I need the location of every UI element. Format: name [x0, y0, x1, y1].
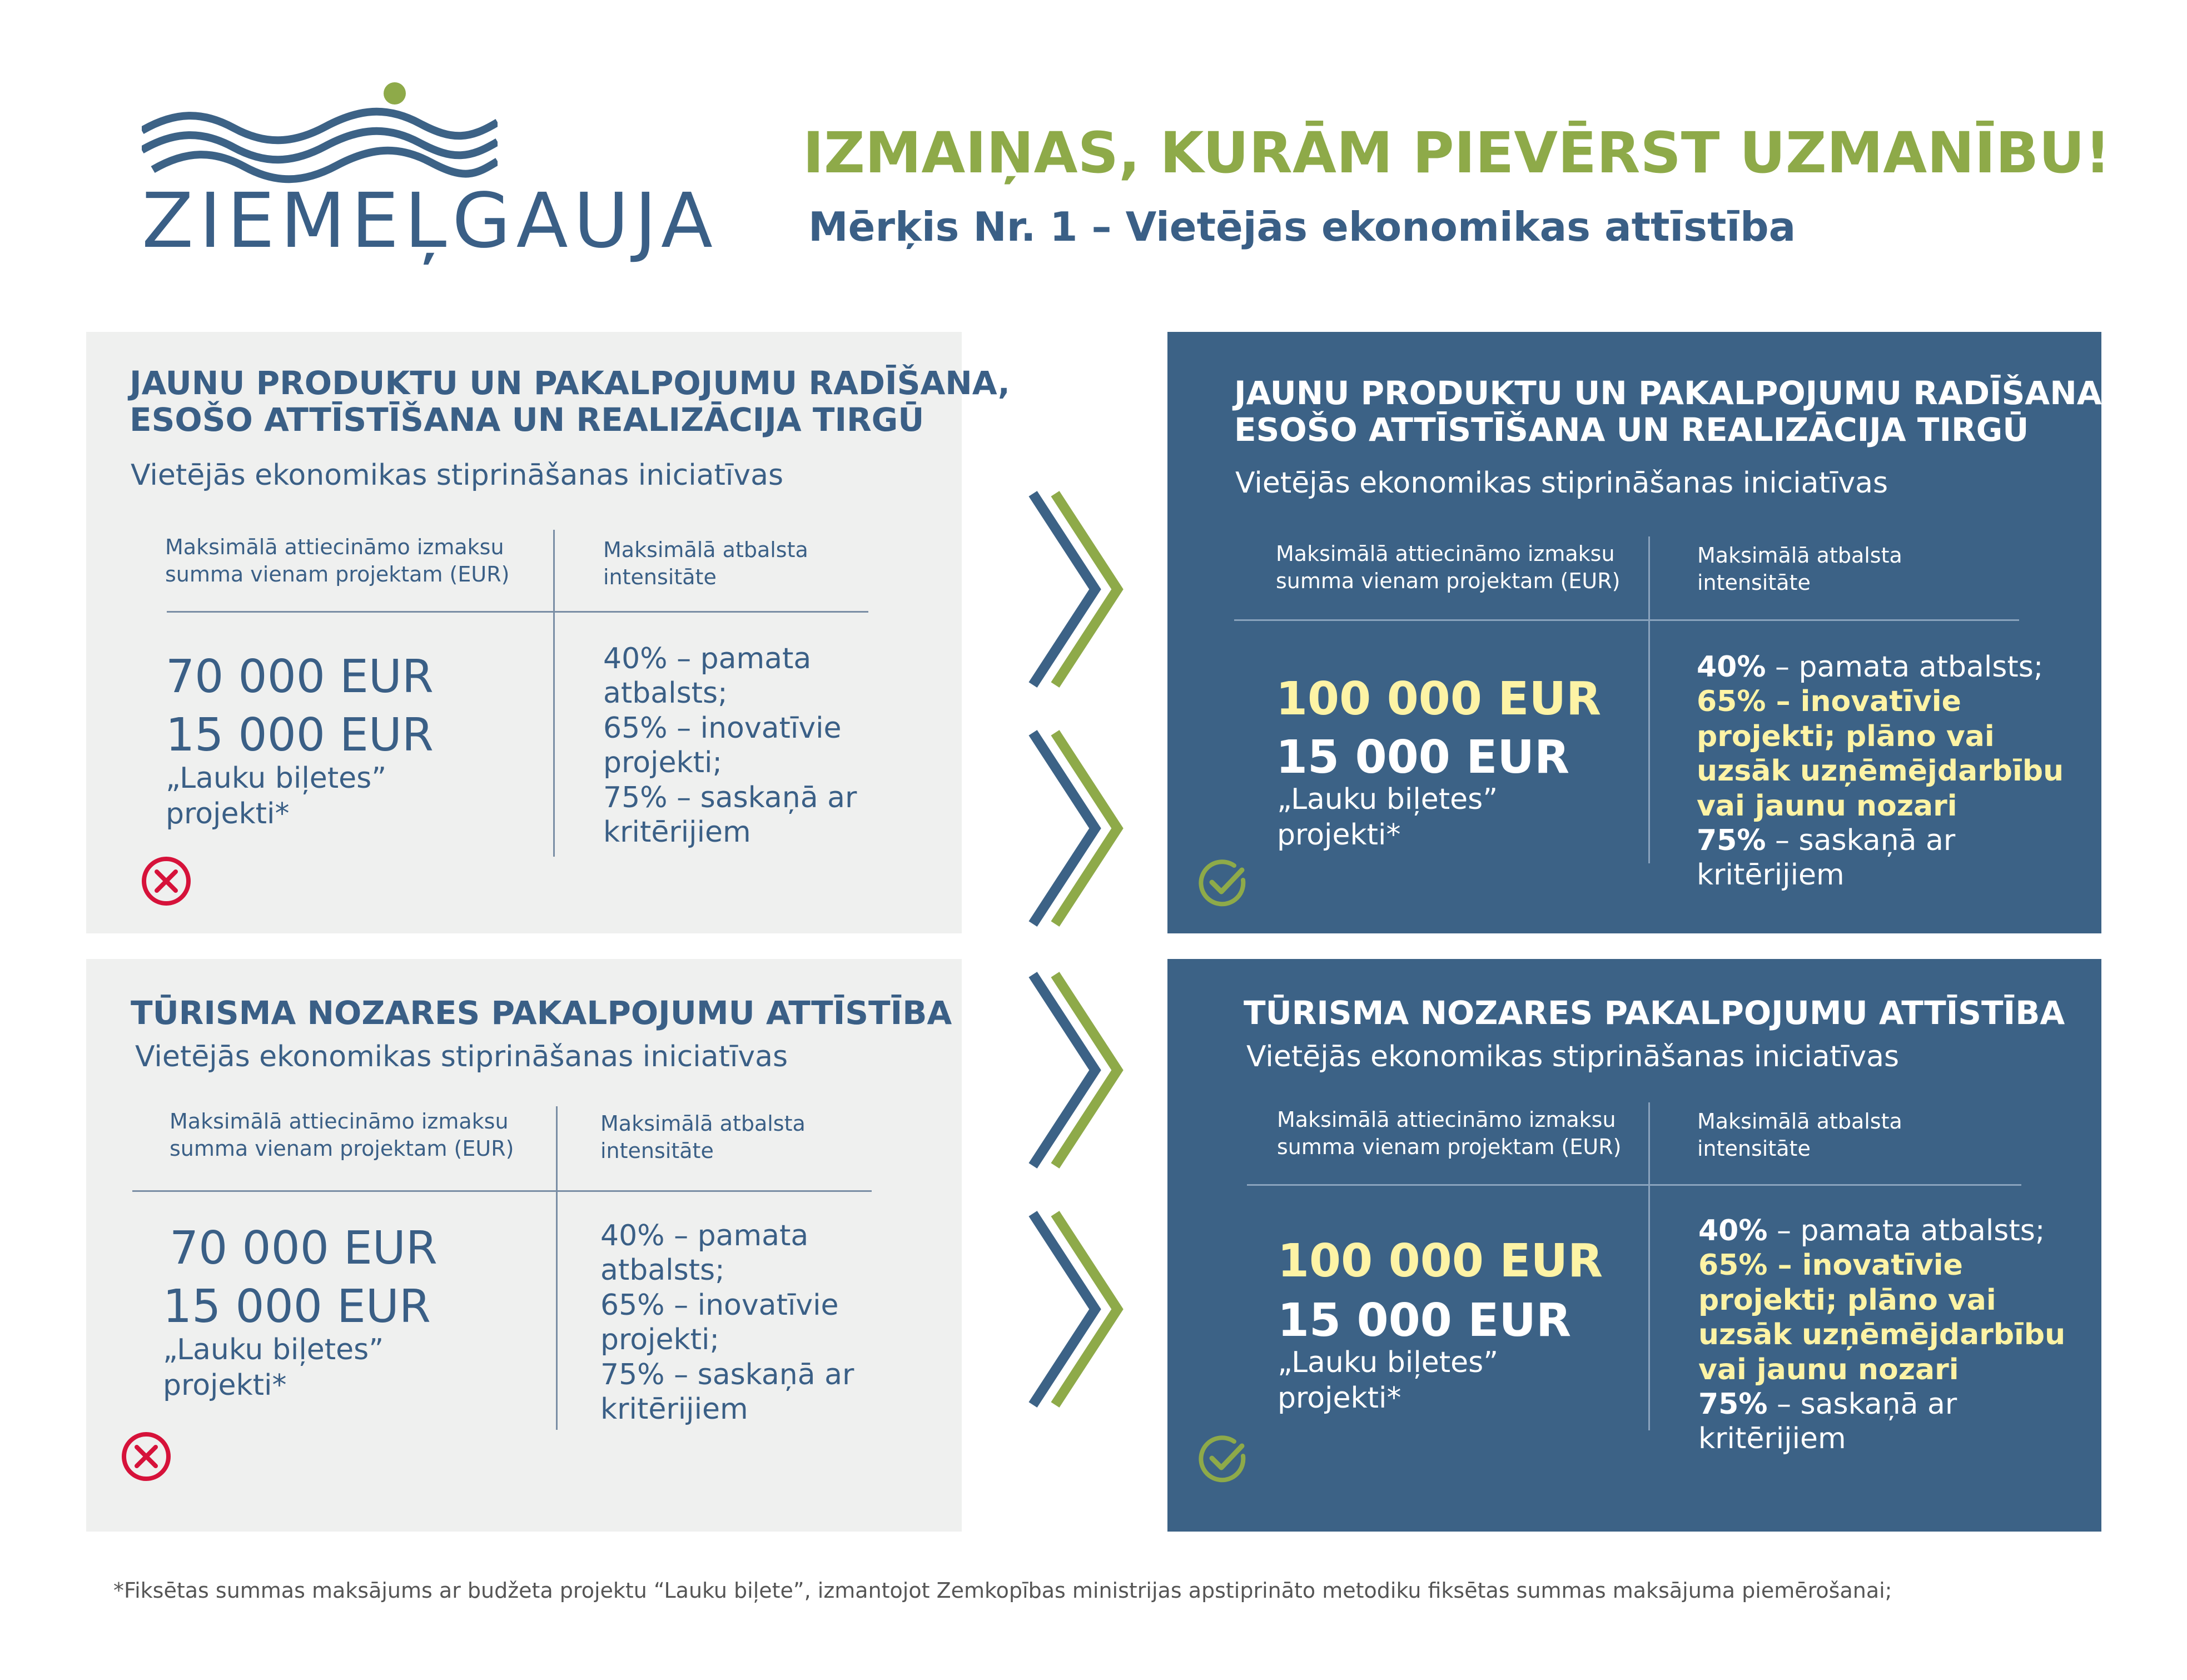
- intensity-list: 40% – pamata atbalsts; 65% – inovatīvie projekti; 75% – saskaņā ar kritērijiem: [603, 642, 857, 849]
- card-new-tourism: [1167, 959, 2101, 1532]
- max-amount: 70 000 EUR: [166, 650, 434, 703]
- max-amount: 100 000 EUR: [1278, 1235, 1603, 1288]
- divider: [132, 1190, 872, 1192]
- divider: [553, 530, 555, 857]
- ticket-amount: 15 000 EUR: [1276, 731, 1570, 784]
- card-initiative: Vietējās ekonomikas stiprināšanas iniciatīvas: [1246, 1040, 1900, 1073]
- divider: [556, 1106, 558, 1430]
- col-header-intensity: Maksimālā atbalsta intensitāte: [1697, 543, 1902, 595]
- col-header-intensity: Maksimālā atbalsta intensitāte: [600, 1111, 806, 1163]
- ticket-note: „Lauku biļetes” projekti*: [1278, 1346, 1499, 1415]
- col-header-max-costs: Maksimālā attiecināmo izmaksu summa vienam projektam (EUR): [1277, 1107, 1622, 1159]
- chevron-right-icon: [1028, 1209, 1134, 1409]
- card-current-products: [86, 332, 1010, 933]
- intensity-list: 40% – pamata atbalsts; 65% – inovatīvie projekti; plāno vai uzsāk uzņēmējdarbību vai jaunu nozari 75% – saskaņā ar kritērijiem: [1698, 1214, 2066, 1456]
- max-amount: 100 000 EUR: [1276, 673, 1602, 725]
- ticket-note: „Lauku biļetes” projekti*: [1277, 783, 1498, 852]
- divider: [1247, 1184, 2021, 1186]
- divider: [1648, 536, 1650, 863]
- card-new-products: [1167, 332, 2115, 933]
- ticket-note: „Lauku biļetes” projekti*: [163, 1333, 384, 1402]
- col-header-intensity: Maksimālā atbalsta intensitāte: [603, 538, 808, 589]
- reject-x-icon: [138, 853, 194, 909]
- col-header-max-costs: Maksimālā attiecināmo izmaksu summa vienam projektam (EUR): [1276, 541, 1621, 593]
- divider: [167, 611, 868, 613]
- footnote: *Fiksētas summas maksājums ar budžeta projektu “Lauku biļete”, izmantojot Zemkopības ministrijas apstiprināto metodiku fiksētas summas maksājuma piemērošanai;: [113, 1578, 1892, 1603]
- ticket-note: „Lauku biļetes” projekti*: [166, 762, 387, 831]
- col-header-max-costs: Maksimālā attiecināmo izmaksu summa vienam projektam (EUR): [170, 1109, 514, 1161]
- card-title: JAUNU PRODUKTU UN PAKALPOJUMU RADĪŠANA, ESOŠO ATTĪSTĪŠANA UN REALIZĀCIJA TIRGŪ: [130, 364, 1010, 439]
- card-initiative: Vietējās ekonomikas stiprināšanas iniciatīvas: [135, 1040, 788, 1073]
- chevron-right-icon: [1028, 970, 1134, 1170]
- divider: [1648, 1102, 1650, 1430]
- intensity-list: 40% – pamata atbalsts; 65% – inovatīvie projekti; 75% – saskaņā ar kritērijiem: [600, 1219, 854, 1426]
- approve-check-icon: [1195, 856, 1251, 911]
- approve-check-icon: [1195, 1432, 1251, 1487]
- card-initiative: Vietējās ekonomikas stiprināšanas iniciatīvas: [1235, 466, 1888, 500]
- col-header-max-costs: Maksimālā attiecināmo izmaksu summa vienam projektam (EUR): [165, 535, 510, 586]
- card-title: TŪRISMA NOZARES PAKALPOJUMU ATTĪSTĪBA: [131, 994, 952, 1032]
- page-subtitle: Mērķis Nr. 1 – Vietējās ekonomikas attīstība: [808, 203, 1796, 250]
- logo-wordmark: ZIEMEĻGAUJA: [142, 177, 718, 265]
- divider: [1234, 619, 2019, 621]
- max-amount: 70 000 EUR: [170, 1222, 438, 1275]
- card-current-tourism: [86, 959, 962, 1532]
- reject-x-icon: [118, 1429, 174, 1484]
- intensity-list: 40% – pamata atbalsts; 65% – inovatīvie projekti; plāno vai uzsāk uzņēmējdarbību vai jaunu nozari 75% – saskaņā ar kritērijiem: [1697, 650, 2064, 892]
- col-header-intensity: Maksimālā atbalsta intensitāte: [1697, 1109, 1902, 1161]
- card-title: JAUNU PRODUKTU UN PAKALPOJUMU RADĪŠANA, ESOŠO ATTĪSTĪŠANA UN REALIZĀCIJA TIRGŪ: [1234, 374, 2115, 449]
- page-title: IZMAIŅAS, KURĀM PIEVĒRST UZMANĪBU!: [803, 120, 2111, 186]
- card-title: TŪRISMA NOZARES PAKALPOJUMU ATTĪSTĪBA: [1244, 994, 2065, 1032]
- ticket-amount: 15 000 EUR: [163, 1280, 431, 1333]
- chevron-right-icon: [1028, 489, 1134, 689]
- ticket-amount: 15 000 EUR: [166, 709, 434, 762]
- ticket-amount: 15 000 EUR: [1278, 1294, 1572, 1347]
- chevron-right-icon: [1028, 728, 1134, 928]
- card-initiative: Vietējās ekonomikas stiprināšanas iniciatīvas: [131, 459, 784, 492]
